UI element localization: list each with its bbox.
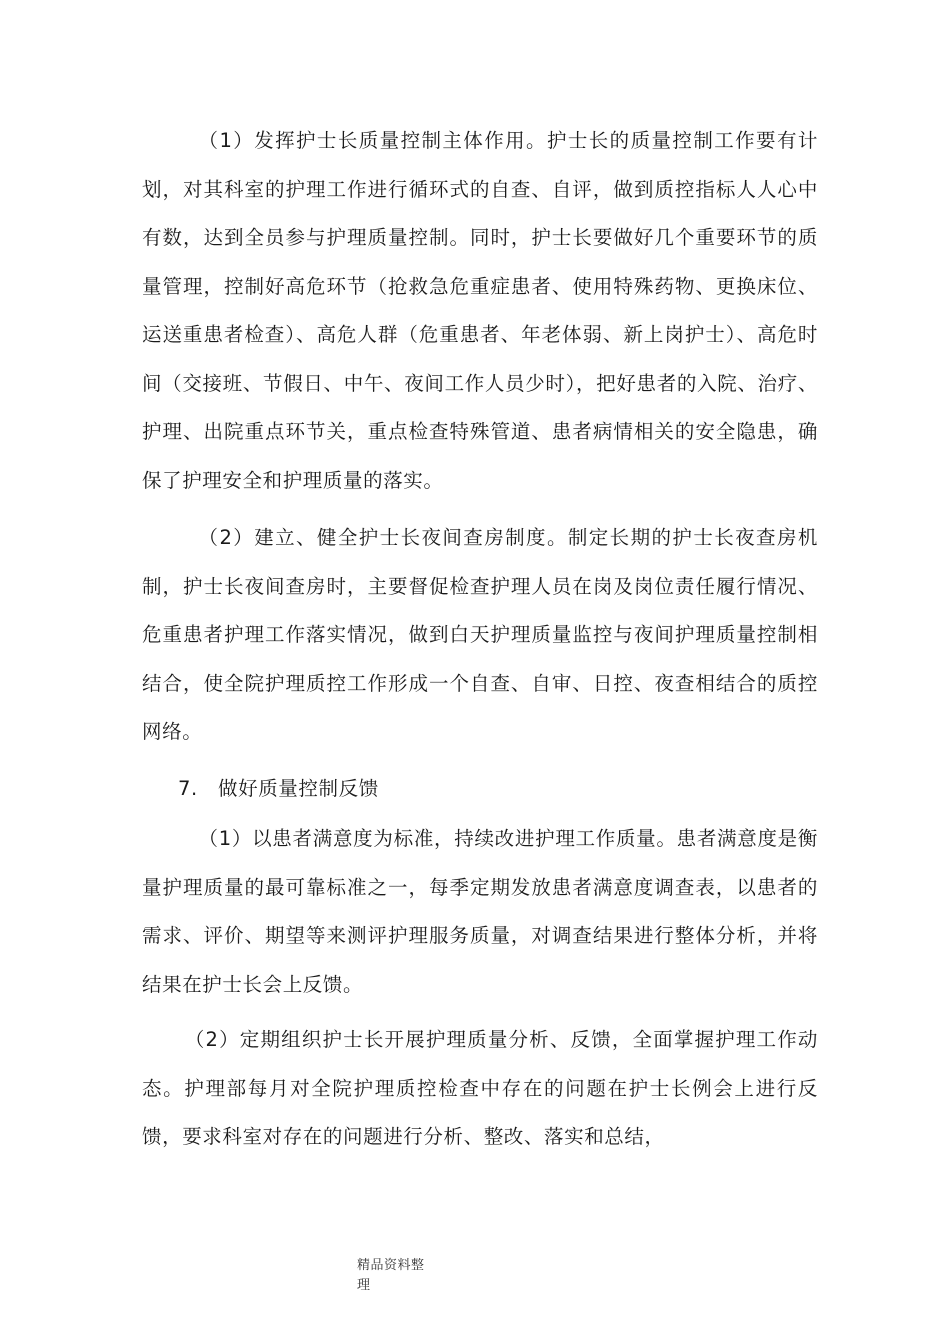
paragraph-head-nurse-quality-control: （1）发挥护士长质量控制主体作用。护士长的质量控制工作要有计划，对其科室的护理工作进行循环式的自查、自评，做到质控指标人人心中有数，达到全员参与护理质量控制。同时，护士长要做好几个重要环节的质量管理，控制好高危环节（抢救急危重症患者、使用特殊药物、更换床位、运送重患者检查）、高危人群（危重患者、年老体弱、新上岗护士）、高危时间（交接班、节假日、中午、夜间工作人员少时），把好患者的入院、治疗、护理、出院重点环节关，重点检查特殊管道、患者病情相关的安全隐患，确保了护理安全和护理质量的落实。 [142,129,818,492]
page-footer: 精品资料整理 [357,1258,425,1293]
paragraph-quality-analysis-feedback: （2）定期组织护士长开展护理质量分析、反馈，全面掌握护理工作动态。护理部每月对全院护理质控检查中存在的问题在护士长例会上进行反馈，要求科室对存在的问题进行分析、整改、落实和总结， [142,1028,818,1148]
section-title: 做好质量控制反馈 [218,777,379,800]
paragraph-night-rounds-system: （2）建立、健全护士长夜间查房制度。制定长期的护士长夜查房机制，护士长夜间查房时，主要督促检查护理人员在岗及岗位责任履行情况、危重患者护理工作落实情况，做到白天护理质量监控与夜间护理质量控制相结合，使全院护理质控工作形成一个自查、自审、日控、夜查相结合的质控网络。 [142,526,818,743]
section-heading [178,765,379,814]
section-number: 7. [178,777,198,800]
paragraph-patient-satisfaction: （1）以患者满意度为标准，持续改进护理工作质量。患者满意度是衡量护理质量的最可靠标准之一，每季定期发放患者满意度调查表，以患者的需求、评价、期望等来测评护理服务质量，对调查结果进行整体分析，并将结果在护士长会上反馈。 [142,827,818,996]
